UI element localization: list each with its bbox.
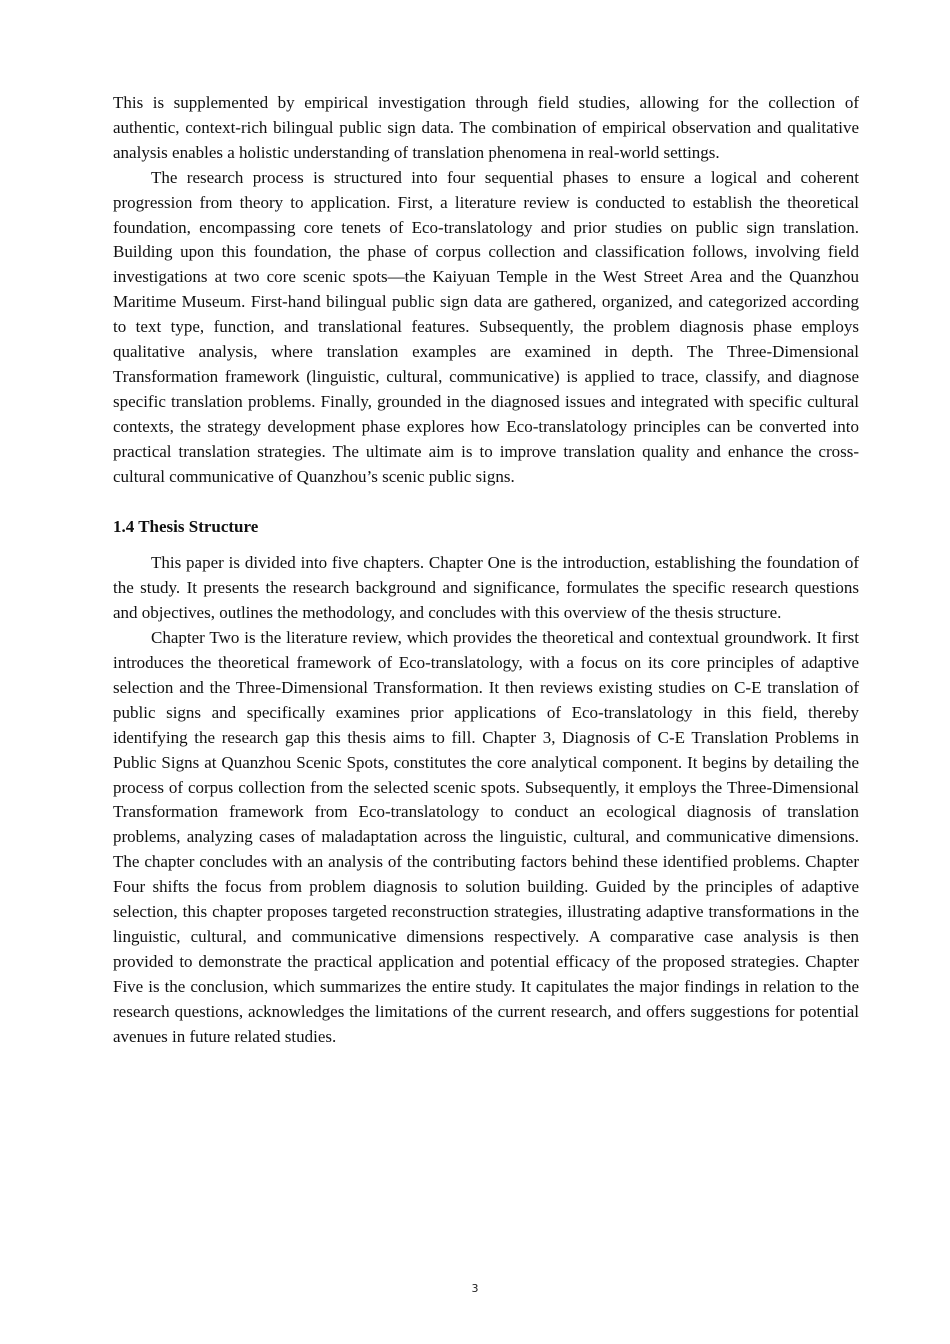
paragraph-research-process: The research process is structured into four sequential phases to ensure a logical and coherent progression from theory to application. First, a literature review is conducted to establish the theoretical foundation, encompassing core tenets of Eco-translatology and prior studies on public sign translation. Building upon this foundation, the phase of corpus collection and classification follows, involving field investigations at two core scenic spots—the Kaiyuan Temple in the West Street Area and the Quanzhou Maritime Museum. First-hand bilingual public sign data are gathered, organized, and categorized according to text type, function, and translational features. Subsequently, the problem diagnosis phase employs qualitative analysis, where translation examples are examined in depth. The Three-Dimensional Transformation framework (linguistic, cultural, communicative) is applied to trace, classify, and diagnose specific translation problems. Finally, grounded in the diagnosed issues and integrated with specific cultural contexts, the strategy development phase explores how Eco-translatology principles can be converted into practical translation strategies. The ultimate aim is to improve translation quality and enhance the cross-cultural communicative of Quanzhou’s scenic public signs. — [113, 167, 859, 486]
section-heading: 1.4 Thesis Structure — [113, 516, 259, 536]
paragraph-chapters-overview: Chapter Two is the literature review, which provides the theoretical and contextual groundwork. It first introduces the theoretical framework of Eco-translatology, with a focus on its core principles of adaptive selection and the Three-Dimensional Transformation. It then reviews existing studies on C-E translation of public signs and specifically examines prior applications of Eco-translatology in this field, thereby identifying the research gap this thesis aims to fill. Chapter 3, Diagnosis of C-E Translation Problems in Public Signs at Quanzhou Scenic Spots, constitutes the core analytical component. It begins by detailing the process of corpus collection from the selected scenic spots. Subsequently, it employs the Three-Dimensional Transformation framework from Eco-translatology to conduct an ecological diagnosis of translation problems, analyzing cases of maladaptation across the linguistic, cultural, and communicative dimensions. The chapter concludes with an analysis of the contributing factors behind these identified problems. Chapter Four shifts the focus from problem diagnosis to solution building. Guided by the principles of adaptive selection, this chapter proposes targeted reconstruction strategies, illustrating adaptive transformations in the linguistic, cultural, and communicative dimensions respectively. A comparative case analysis is then provided to demonstrate the practical application and potential efficacy of the proposed strategies. Chapter Five is the conclusion, which summarizes the entire study. It capitulates the major findings in relation to the research questions, acknowledges the limitations of the current research, and offers suggestions for potential avenues in future related studies. — [113, 628, 859, 1046]
paragraph-chapter-one: This paper is divided into five chapters. Chapter One is the introduction, establishing the foundation of the study. It presents the research background and significance, formulates the specific research questions and objectives, outlines the methodology, and concludes with this overview of the thesis structure. — [113, 553, 859, 623]
page-number: 3 — [471, 1282, 479, 1295]
page-body — [113, 91, 859, 1050]
paragraph-continuation: This is supplemented by empirical investigation through field studies, allowing for the collection of authentic, context-rich bilingual public sign data. The combination of empirical observation and qualitative analysis enables a holistic understanding of translation phenomena in real-world settings. — [113, 93, 859, 162]
